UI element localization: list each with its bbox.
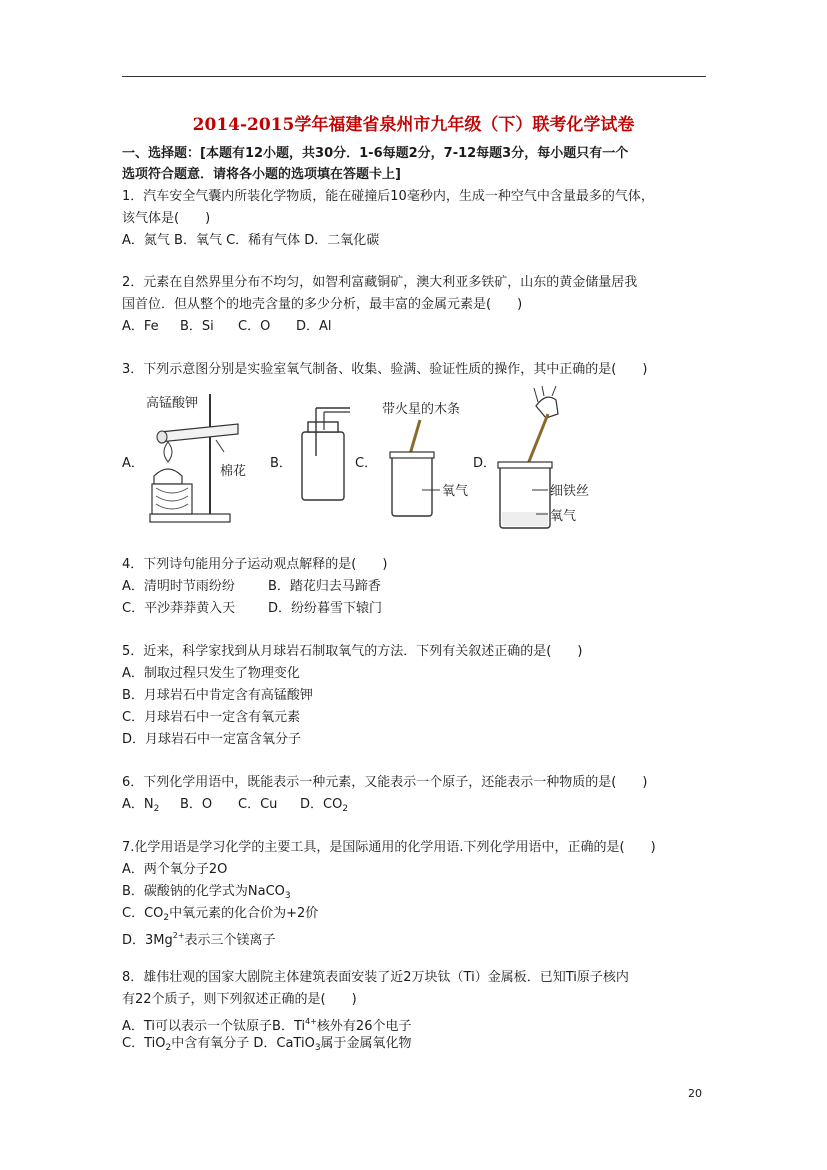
q3-figure-d-iron-wire bbox=[496, 384, 600, 532]
q3-figd-label-wire: 细铁丝 bbox=[550, 484, 590, 499]
q2-stem-line2: 国首位．但从整个的地壳含量的多少分析，最丰富的金属元素是( ) bbox=[122, 297, 523, 312]
q7-option-d: D．$3Mg^{2+}$表示三个镁离子 bbox=[122, 931, 276, 948]
q5-option-d: D．月球岩石中一定富含氧分子 bbox=[122, 732, 302, 747]
q3-figc-label-splint: 带火星的木条 bbox=[382, 402, 461, 417]
q3-stem: 3．下列示意图分别是实验室氧气制备、收集、验满、验证性质的操作，其中正确的是( ) bbox=[122, 362, 648, 377]
q3-label-c: C． bbox=[355, 456, 378, 471]
q8-stem-line1: 8．雄伟壮观的国家大剧院主体建筑表面安装了近2万块钛（Ti）金属板．已知Ti原子核内 bbox=[122, 970, 629, 985]
section-heading-line2: 选项符合题意．请将各小题的选项填在答题卡上] bbox=[122, 167, 401, 182]
q3-figure-c-glowing-splint bbox=[378, 396, 474, 520]
q4-options-row1 bbox=[122, 579, 381, 595]
q8-options-row1 bbox=[122, 1014, 411, 1035]
q6-option-b: B．O bbox=[180, 797, 213, 812]
q2-options bbox=[122, 319, 332, 335]
q3-label-d: D． bbox=[473, 456, 497, 471]
q3-figure-b-collecting-bottle bbox=[294, 406, 352, 502]
q2-option-d: D．Al bbox=[296, 319, 332, 334]
q1-options: A．氮气 B．氧气 C．稀有气体 D．二氧化碳 bbox=[122, 233, 380, 248]
q6-options bbox=[122, 797, 348, 817]
q5-option-b: B．月球岩石中肯定含有高锰酸钾 bbox=[122, 688, 313, 703]
q4-stem: 4．下列诗句能用分子运动观点解释的是( ) bbox=[122, 557, 388, 572]
q6-option-a: A．$N_2$ bbox=[122, 797, 160, 814]
q2-option-c: C．O bbox=[238, 319, 271, 334]
q5-stem: 5．近来，科学家找到从月球岩石制取氧气的方法．下列有关叙述正确的是( ) bbox=[122, 644, 583, 659]
section-heading-line1: 一、选择题：[本题有12小题，共30分．1-6每题2分，7-12每题3分，每小题只有一个 bbox=[122, 146, 629, 161]
q7-option-a: A．两个氧分子2O bbox=[122, 862, 228, 877]
header-rule bbox=[122, 76, 706, 77]
q5-option-c: C．月球岩石中一定含有氧元素 bbox=[122, 710, 301, 725]
q4-option-d: D．纷纷暮雪下辕门 bbox=[268, 601, 383, 616]
q6-option-c: C．Cu bbox=[238, 797, 278, 812]
q3-label-a: A． bbox=[122, 456, 144, 471]
q8-options-row2 bbox=[122, 1036, 412, 1056]
q1-stem-line1: 1．汽车安全气囊内所装化学物质，能在碰撞后10毫秒内，生成一种空气中含量最多的气体， bbox=[122, 189, 654, 204]
q7-stem: 7.化学用语是学习化学的主要工具，是国际通用的化学用语.下列化学用语中，正确的是( ) bbox=[122, 840, 656, 855]
q4-option-a: A．清明时节雨纷纷 bbox=[122, 579, 235, 594]
q1-stem-line2: 该气体是( ) bbox=[122, 211, 211, 226]
q4-options-row2 bbox=[122, 601, 382, 617]
q4-option-c: C．平沙莽莽黄入天 bbox=[122, 601, 236, 616]
q8-option-d: D．CaTiO$_3$属于金属氧化物 bbox=[253, 1036, 412, 1053]
q6-option-d: D．$CO_2$ bbox=[300, 797, 349, 814]
page-number: 20 bbox=[688, 1087, 702, 1100]
q3-figd-label-oxygen: 氧气 bbox=[550, 509, 577, 524]
q7-option-c: C．$CO_2$中氧元素的化合价为+2价 bbox=[122, 906, 319, 923]
q5-option-a: A．制取过程只发生了物理变化 bbox=[122, 666, 300, 681]
q8-option-c: C．TiO$_2$中含有氧分子 bbox=[122, 1036, 250, 1053]
q8-stem-line2: 有22个质子，则下列叙述正确的是( ) bbox=[122, 992, 357, 1007]
q8-option-b: B．$Ti^{4+}$核外有26个电子 bbox=[272, 1017, 412, 1034]
q2-option-b: B．Si bbox=[180, 319, 214, 334]
q4-option-b: B．踏花归去马蹄香 bbox=[268, 579, 381, 594]
q3-figure-a-heating-apparatus bbox=[146, 388, 252, 530]
q8-option-a: A．Ti可以表示一个钛原子 bbox=[122, 1019, 273, 1034]
q3-figa-label-cotton: 棉花 bbox=[220, 464, 247, 479]
q2-option-a: A．Fe bbox=[122, 319, 159, 334]
q2-stem-line1: 2．元素在自然界里分布不均匀，如智利富藏铜矿，澳大利亚多铁矿，山东的黄金储量居我 bbox=[122, 275, 638, 290]
q7-option-b: B．碳酸钠的化学式为NaCO$_3$ bbox=[122, 884, 291, 901]
q3-label-b: B． bbox=[270, 456, 292, 471]
q3-figc-label-oxygen: 氧气 bbox=[442, 484, 469, 499]
q3-figa-label-permanganate: 高锰酸钾 bbox=[146, 396, 199, 411]
exam-title: 2014-2015学年福建省泉州市九年级（下）联考化学试卷 bbox=[192, 115, 635, 135]
q6-stem: 6．下列化学用语中，既能表示一种元素，又能表示一个原子，还能表示一种物质的是( ) bbox=[122, 775, 648, 790]
